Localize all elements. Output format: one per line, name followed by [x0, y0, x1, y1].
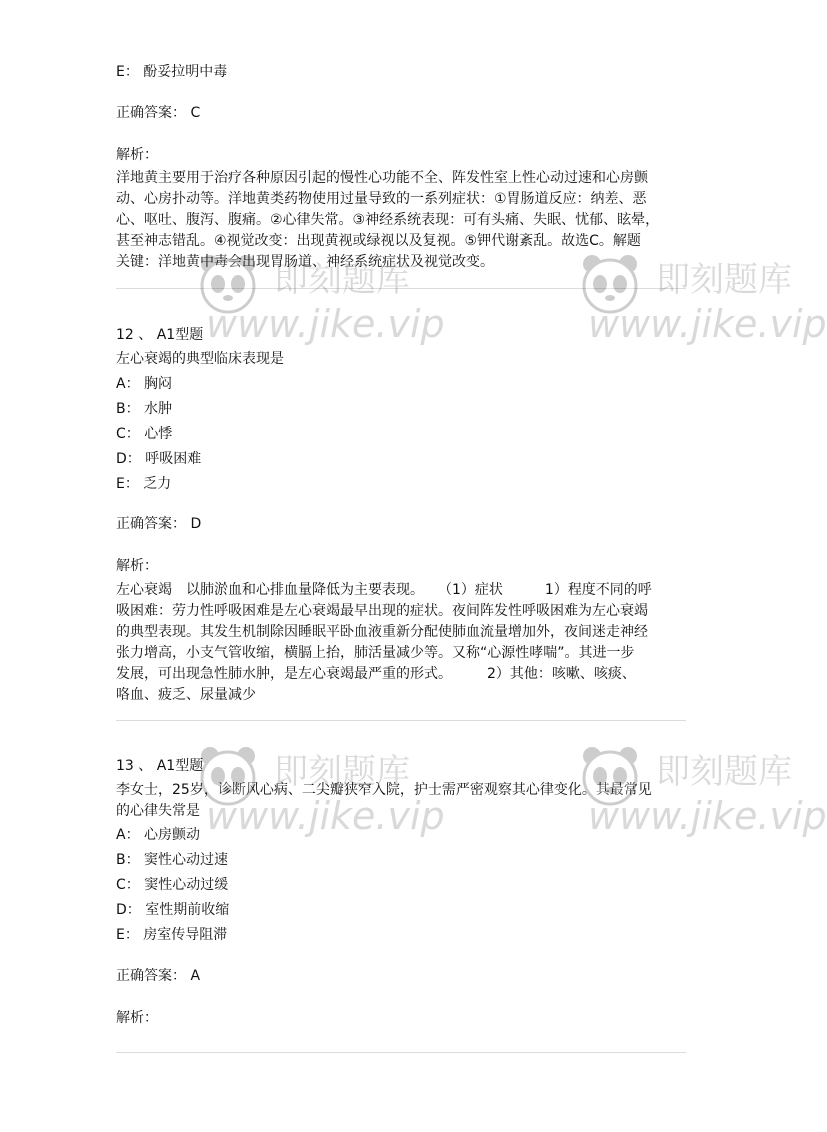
q11-option-e: E： 酚妥拉明中毒 — [116, 64, 228, 80]
q13-option-e: E： 房室传导阻滞 — [116, 927, 228, 943]
watermark: 即刻题库 www.jike.vip — [578, 744, 800, 864]
q13-option-a: A： 心房颤动 — [116, 827, 201, 843]
q11-analysis-text: 洋地黄主要用于治疗各种原因引起的慢性心功能不全、阵发性室上性心动过速和心房颤 动、心房扑动等。洋地黄类药物使用过量导致的一系列症状：①胃肠道反应：纳差、恶 心、呕吐、腹泻、腹痛。②心律失常。③神经系统表现：可有头痛、失眠、忧郁、眩晕， 甚至神志错乱。④视觉改变：出现黄视或绿视以及复视。⑤钾代谢紊乱。故选C。解题 关键：洋地黄中毒会出现胃肠道、神经系统症状及视觉改变。 — [116, 170, 660, 270]
watermark: 即刻题库 www.jike.vip — [196, 252, 436, 372]
q12-header: 12 、 A1型题 — [116, 327, 204, 343]
divider — [116, 720, 686, 721]
q12-answer: 正确答案： D — [116, 516, 202, 532]
q12-option-e: E： 乏力 — [116, 476, 172, 492]
q12-option-d: D： 呼吸困难 — [116, 451, 202, 467]
q12-analysis-text: 左心衰竭 以肺淤血和心排血量降低为主要表现。 （1）症状 1）程度不同的呼 吸困难：劳力性呼吸困难是左心衰竭最早出现的症状。夜间阵发性呼吸困难为左心衰竭 的典型表现。其发生机制除因睡眠平卧血液重新分配使肺血流量增加外，夜间迷走神经 张力增高，小支气管收缩，横膈上抬，肺活量减少等。又称“心源性哮喘”。其进一步 发展，可出现急性肺水肿，是左心衰竭最严重的形式。 2）其他：咳嗽、咳痰、 咯血、疲乏、尿量减少 — [116, 582, 652, 703]
q13-analysis-label: 解析： — [116, 1010, 158, 1026]
q12-analysis-label: 解析： — [116, 558, 158, 574]
q13-stem: 李女士，25岁，诊断风心病、二尖瓣狭窄入院，护士需严密观察其心律变化。其最常见 的心律失常是 — [116, 782, 652, 819]
q12-option-b: B： 水肿 — [116, 401, 173, 417]
q12-option-a: A： 胸闷 — [116, 376, 173, 392]
divider — [116, 1052, 686, 1053]
q12-stem: 左心衰竭的典型临床表现是 — [116, 351, 284, 367]
q13-header: 13 、 A1型题 — [116, 758, 204, 774]
q13-option-d: D： 室性期前收缩 — [116, 902, 230, 918]
q11-answer: 正确答案： C — [116, 105, 201, 121]
q12-option-c: C： 心悸 — [116, 426, 173, 442]
watermark: 即刻题库 www.jike.vip — [578, 252, 800, 372]
q13-option-b: B： 窦性心动过速 — [116, 852, 229, 868]
q13-option-c: C： 窦性心动过缓 — [116, 877, 229, 893]
q11-analysis-label: 解析： — [116, 147, 158, 163]
q13-answer: 正确答案： A — [116, 968, 201, 984]
divider — [116, 288, 686, 289]
watermark: 即刻题库 www.jike.vip — [196, 744, 436, 864]
